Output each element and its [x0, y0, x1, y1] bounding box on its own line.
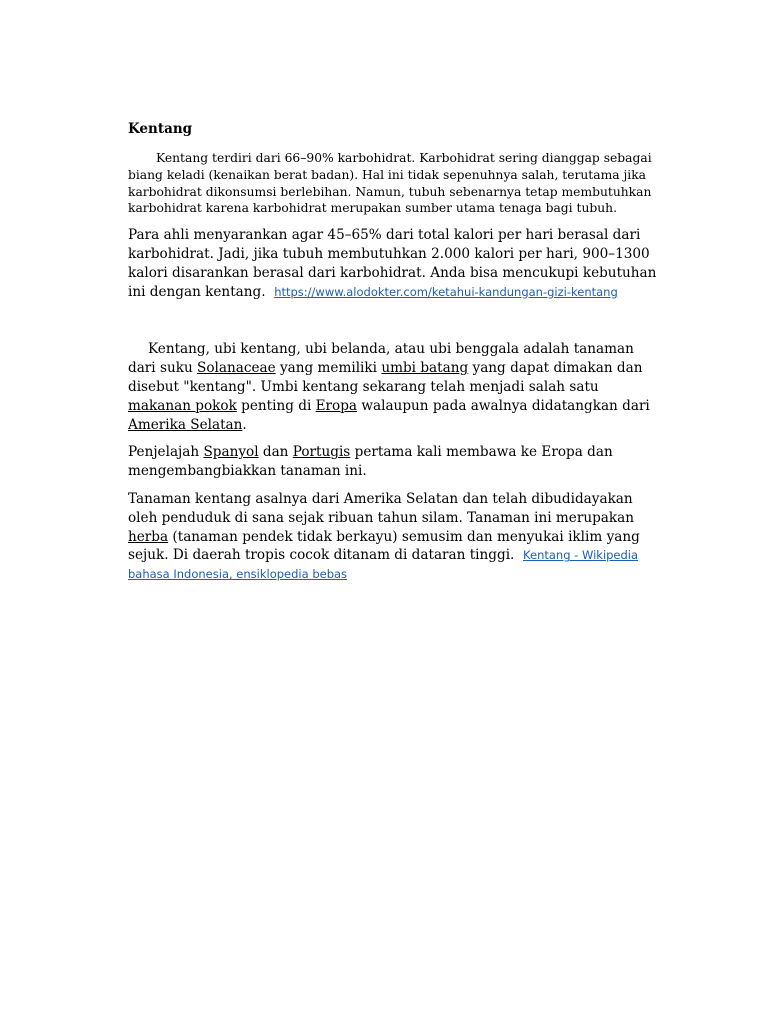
paragraph-origin [128, 490, 658, 584]
link-amerika-selatan[interactable]: Amerika Selatan [128, 416, 243, 433]
text-run: Penjelajah [128, 444, 204, 461]
paragraph-carbohydrate-intro: Kentang terdiri dari 66–90% karbohidrat. Karbohidrat sering dianggap sebagai biang keladi (kenaikan berat badan). Hal ini tidak sepenuhnya salah, terutama jika karbohidrat dikonsumsi berlebihan. Namun, tubuh sebenarnya tetap membutuhkan karbohidrat karena karbohidrat merupakan sumber utama tenaga bagi tubuh. [128, 151, 652, 216]
text-run: Kentang, ubi kentang, ubi belanda, atau ubi benggala adalah tanaman dari suku [128, 341, 634, 377]
paragraph-kentang-definition [128, 340, 658, 434]
link-eropa[interactable]: Eropa [315, 397, 358, 414]
blank-line [128, 310, 658, 340]
text-run: pertama kali membawa ke Eropa dan mengembangbiakkan tanaman ini. [128, 444, 613, 480]
link-herba[interactable]: herba [128, 528, 169, 545]
text-run: Tanaman kentang asalnya dari Amerika Selatan dan telah dibudidayakan oleh penduduk di sana sejak ribuan tahun silam. Tanaman ini merupakan [128, 490, 635, 526]
link-portugis[interactable]: Portugis [292, 444, 351, 461]
paragraph-calorie-recommendation [128, 226, 658, 301]
alodokter-link[interactable]: https://www.alodokter.com/ketahui-kandungan-gizi-kentang [274, 284, 618, 299]
link-solanaceae[interactable]: Solanaceae [197, 360, 276, 377]
document-page [128, 120, 658, 593]
paragraph-explorers [128, 443, 658, 481]
text-run: walaupun pada awalnya didatangkan dari [357, 397, 650, 414]
link-spanyol[interactable]: Spanyol [203, 444, 259, 461]
paragraph-text: Para ahli menyarankan agar 45–65% dari total kalori per hari berasal dari karbohidrat. Jadi, jika tubuh membutuhkan 2.000 kalori per hari, 900–1300 kalori disarankan berasal dari karbohidrat. Anda bisa mencukupi kebutuhan ini dengan kentang. [128, 227, 657, 300]
text-run: . [242, 416, 247, 433]
text-run: yang dapat dimakan dan disebut "kentang". Umbi kentang sekarang telah menjadi salah satu [128, 360, 643, 395]
text-run: yang memiliki [275, 360, 382, 377]
wikipedia-link[interactable]: Kentang - Wikipedia bahasa Indonesia, ensiklopedia bebas [128, 548, 639, 582]
link-makanan-pokok[interactable]: makanan pokok [128, 397, 237, 414]
link-umbi-batang[interactable]: umbi batang [381, 360, 469, 377]
document-title: Kentang [128, 121, 193, 137]
text-run: penting di [236, 397, 316, 414]
text-run: (tanaman pendek tidak berkayu) semusim dan menyukai iklim yang sejuk. Di daerah tropis cocok ditanam di dataran tinggi. [128, 528, 640, 564]
text-run: dan [258, 444, 293, 461]
